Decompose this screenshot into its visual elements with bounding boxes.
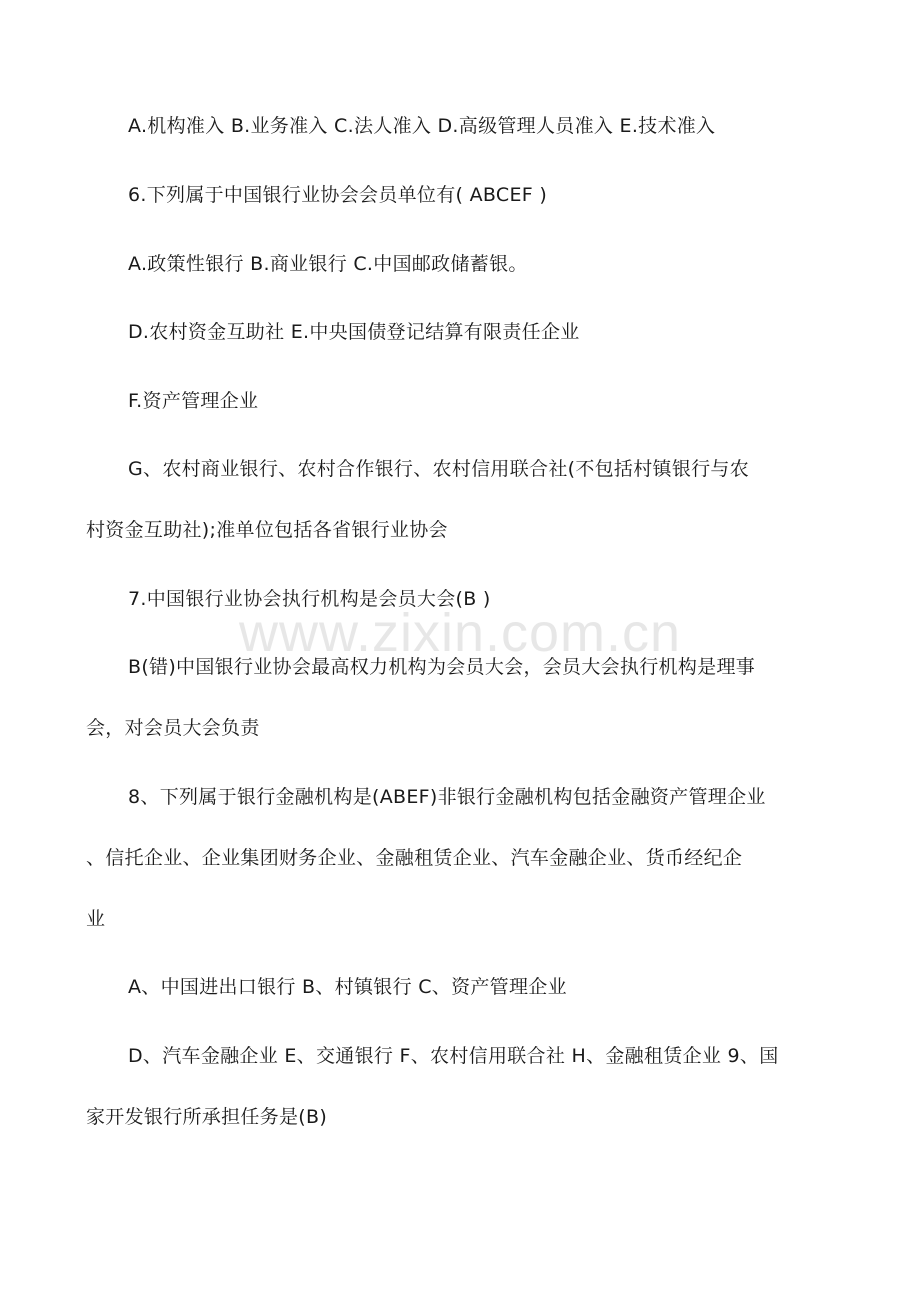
question-7-answer-line-2: 会，对会员大会负责	[86, 717, 260, 739]
text-line-1: A.机构准入 B.业务准入 C.法人准入 D.高级管理人员准入 E.技术准入	[128, 115, 716, 137]
question-9: 家开发银行所承担任务是(B)	[86, 1106, 328, 1128]
question-6-options-abc: A.政策性银行 B.商业银行 C.中国邮政储蓄银。	[128, 253, 528, 275]
question-8-line-3: 业	[86, 908, 106, 930]
question-6-options-de: D.农村资金互助社 E.中央国债登记结算有限责任企业	[128, 321, 580, 343]
question-8-line-2: 、信托企业、企业集团财务企业、金融租赁企业、汽车金融企业、货币经纪企	[86, 847, 743, 869]
question-7-answer-line-1: B(错)中国银行业协会最高权力机构为会员大会，会员大会执行机构是理事	[128, 656, 756, 678]
question-8-options-abc: A、中国进出口银行 B、村镇银行 C、资产管理企业	[128, 976, 567, 998]
question-6-note-line-1: G、农村商业银行、农村合作银行、农村信用联合社(不包括村镇银行与农	[128, 458, 750, 480]
question-6: 6.下列属于中国银行业协会会员单位有( ABCEF )	[128, 184, 548, 206]
question-6-option-f: F.资产管理企业	[128, 390, 259, 412]
question-8-options-defh: D、汽车金融企业 E、交通银行 F、农村信用联合社 H、金融租赁企业 9、国	[128, 1045, 779, 1067]
question-8-line-1: 8、下列属于银行金融机构是(ABEF)非银行金融机构包括金融资产管理企业	[128, 786, 766, 808]
question-6-note-line-2: 村资金互助社);准单位包括各省银行业协会	[86, 519, 448, 541]
watermark: www.zixin.com.cn	[238, 603, 682, 663]
question-7: 7.中国银行业协会执行机构是会员大会(B )	[128, 588, 491, 610]
